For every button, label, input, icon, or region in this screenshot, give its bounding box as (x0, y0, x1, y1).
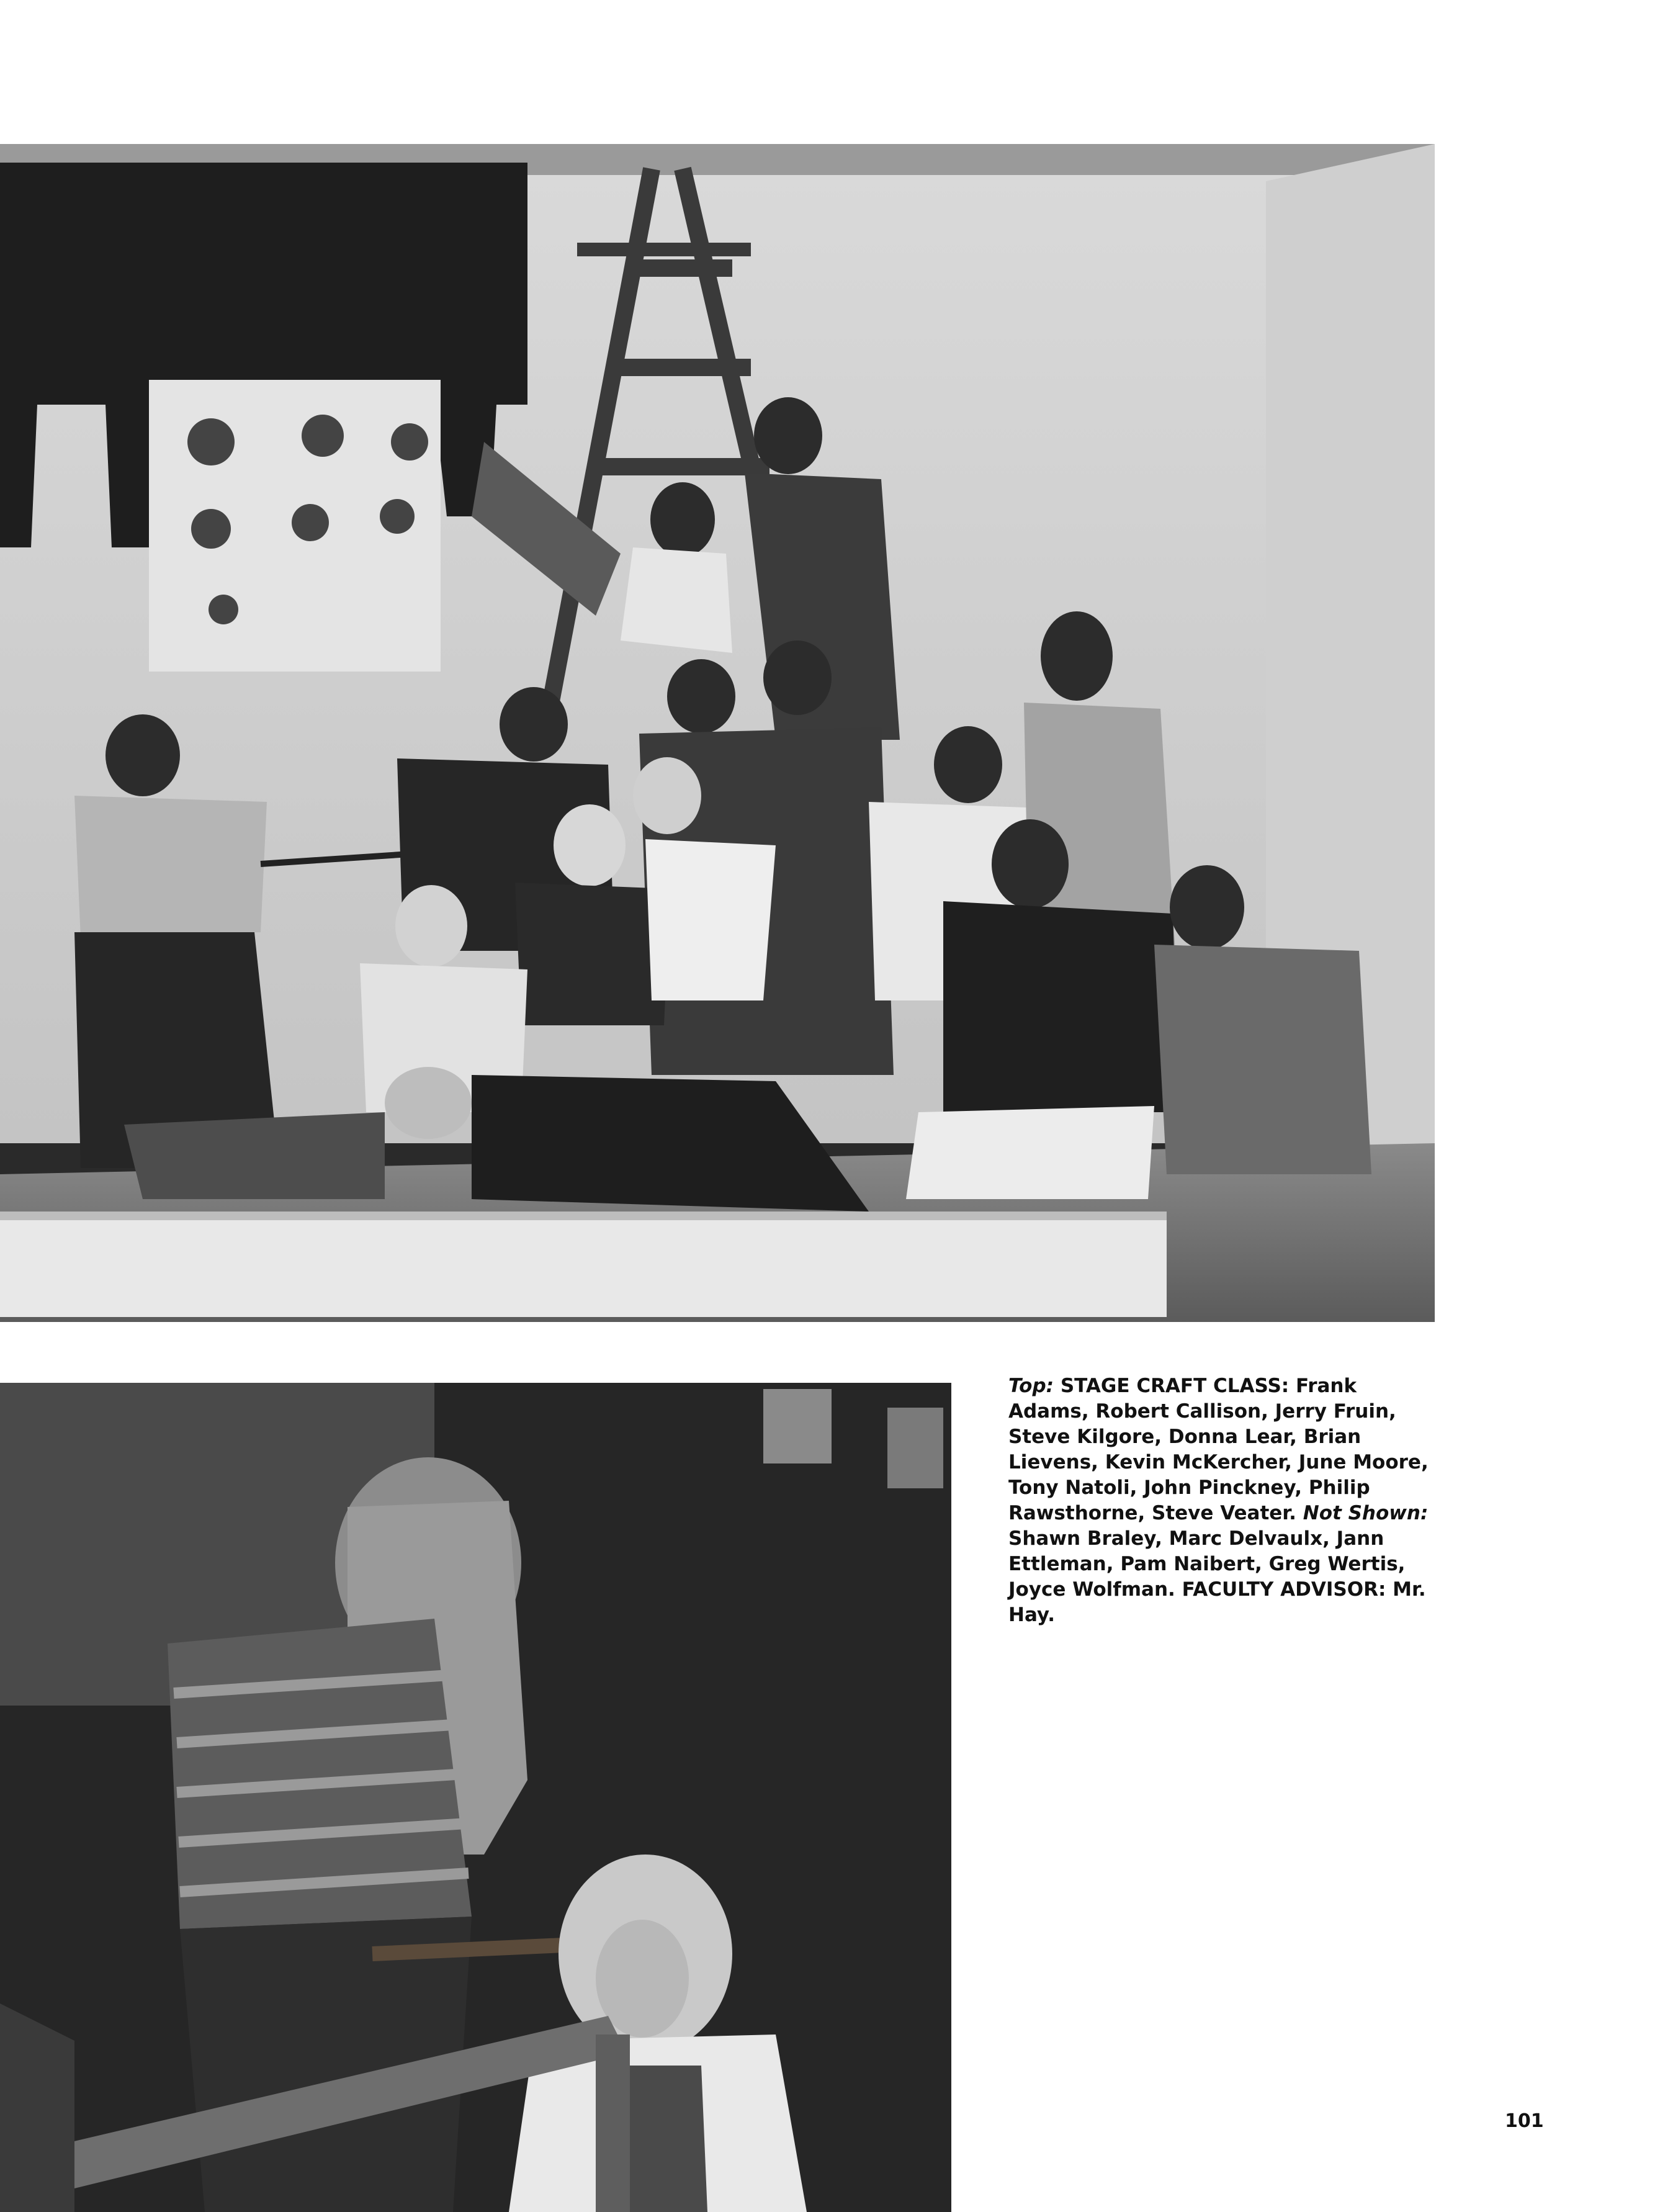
hammering-photo (0, 1383, 951, 2212)
photo-caption (1008, 1374, 1430, 1628)
page-number: 101 (1505, 2110, 1544, 2132)
caption-advisor: Mr. Hay. (1008, 1578, 1426, 1626)
caption-advisor-label: FACULTY ADVISOR: (1182, 1578, 1386, 1601)
caption-not-shown: Shawn Braley, Marc Delvaulx, Jann Ettleman, Pam Naibert, Greg Wertis, Joyce Wolfman. (1008, 1527, 1406, 1601)
stage-craft-class-photo-image (0, 144, 1435, 1322)
caption-lead-label: Top: (1008, 1375, 1054, 1397)
caption-class-title: STAGE CRAFT CLASS: (1060, 1375, 1290, 1397)
caption-members: Frank Adams, Robert Callison, Jerry Fruin, Steve Kilgore, Donna Lear, Brian Lievens, Kevin McKercher, June Moore, Tony Natoli, John Pinckney, Philip Rawsthorne, Steve Veater. (1008, 1375, 1429, 1524)
caption-not-shown-label: Not Shown: (1303, 1502, 1429, 1524)
hammering-photo-image (0, 1383, 951, 2212)
stage-craft-class-photo (0, 144, 1435, 1322)
